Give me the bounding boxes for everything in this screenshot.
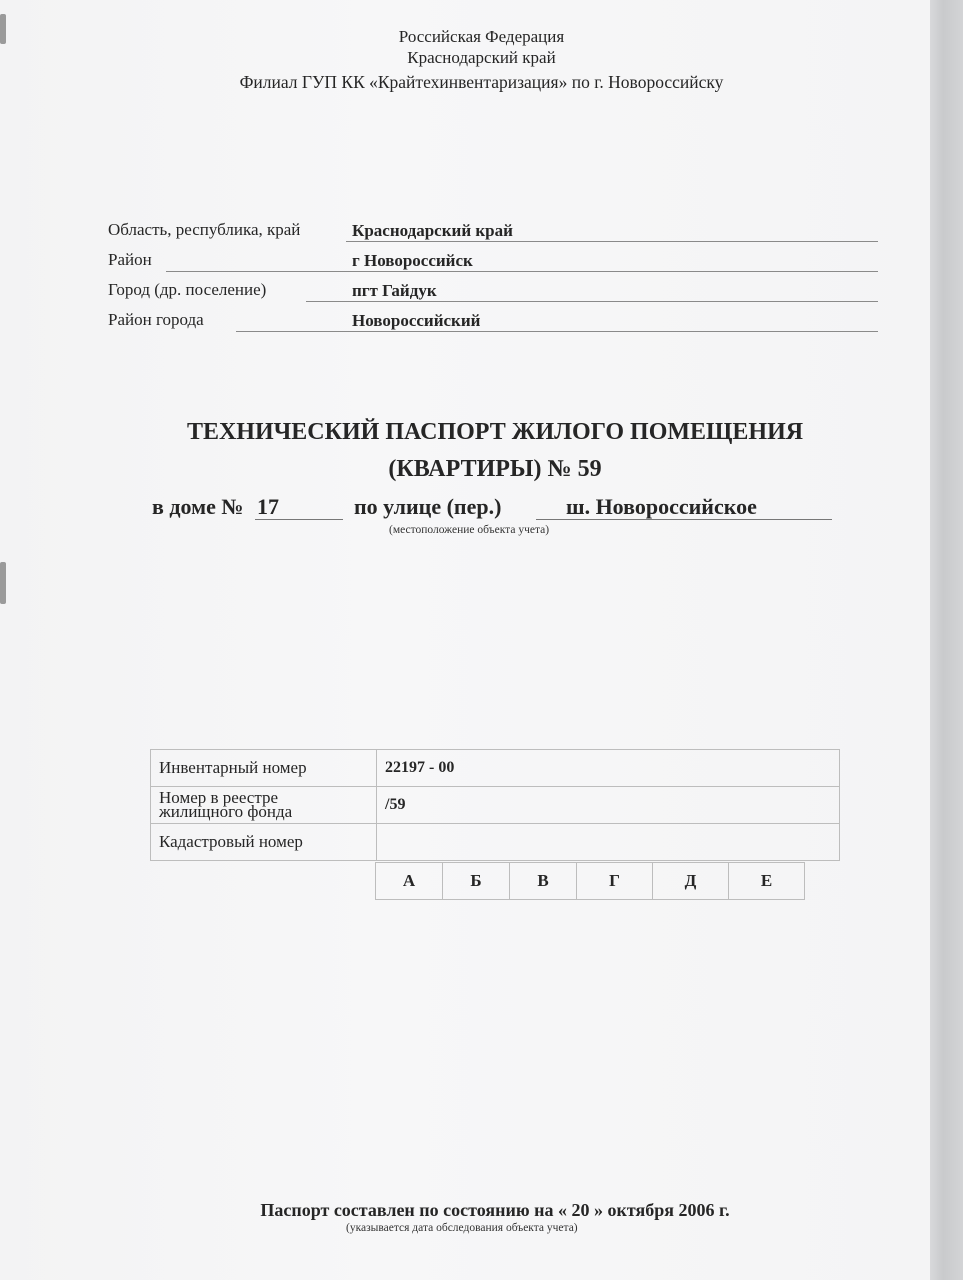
address-value: Краснодарский край [352, 221, 513, 240]
house-prefix: в доме № [152, 494, 244, 519]
location-caption: (местоположение объекта учета) [389, 524, 550, 536]
fill-line [166, 271, 878, 272]
address-value: Новороссийский [352, 311, 481, 330]
inventory-value: 22197 - 00 [377, 750, 840, 787]
binder-mark [0, 562, 6, 604]
document-subtitle: (КВАРТИРЫ) № 59 [388, 456, 602, 482]
address-label: Область, республика, край [108, 220, 301, 239]
cadastral-label: Кадастровый номер [151, 824, 377, 861]
table-row [376, 863, 805, 900]
page-edge [930, 0, 963, 1280]
fill-line [255, 519, 343, 520]
header-region: Краснодарский край [407, 48, 556, 67]
date-caption: (указывается дата обследования объекта учета) [346, 1222, 578, 1234]
address-row [108, 248, 878, 274]
letter-cell: Е [729, 863, 805, 900]
table-row [151, 824, 840, 861]
letter-table [375, 862, 805, 900]
letter-cell: В [510, 863, 577, 900]
fill-line [346, 241, 878, 242]
cadastral-value [377, 824, 840, 861]
fill-line [306, 301, 878, 302]
letter-cell: А [376, 863, 443, 900]
street-prefix: по улице (пер.) [354, 494, 502, 519]
house-number: 17 [257, 494, 279, 519]
header-country: Российская Федерация [398, 27, 565, 46]
registry-table [150, 749, 840, 861]
letter-cell: Б [443, 863, 510, 900]
fill-line [236, 331, 878, 332]
passport-date: Паспорт составлен по состоянию на « 20 » октября 2006 г. [260, 1200, 730, 1220]
register-label-line: жилищного фонда [159, 802, 293, 821]
document-header [0, 26, 963, 93]
register-label [151, 787, 377, 824]
address-label: Район города [108, 310, 204, 329]
address-row [108, 308, 878, 334]
table-row [151, 787, 840, 824]
inventory-label: Инвентарный номер [151, 750, 377, 787]
register-label-line: Номер в реестре [159, 788, 279, 807]
letter-cell: Д [653, 863, 729, 900]
fill-line [536, 519, 832, 520]
table-row [151, 750, 840, 787]
address-label: Город (др. поселение) [108, 280, 267, 299]
address-label: Район [108, 250, 152, 269]
address-row [108, 278, 878, 304]
header-organization: Филиал ГУП КК «Крайтехинвентаризация» по г. Новороссийску [239, 72, 724, 92]
register-value: /59 [377, 787, 840, 824]
address-value: пгт Гайдук [352, 281, 437, 300]
street-name: ш. Новороссийское [566, 494, 757, 519]
address-value: г Новороссийск [352, 251, 473, 270]
address-row [108, 218, 878, 244]
document-title: ТЕХНИЧЕСКИЙ ПАСПОРТ ЖИЛОГО ПОМЕЩЕНИЯ [186, 419, 804, 445]
letter-cell: Г [577, 863, 653, 900]
